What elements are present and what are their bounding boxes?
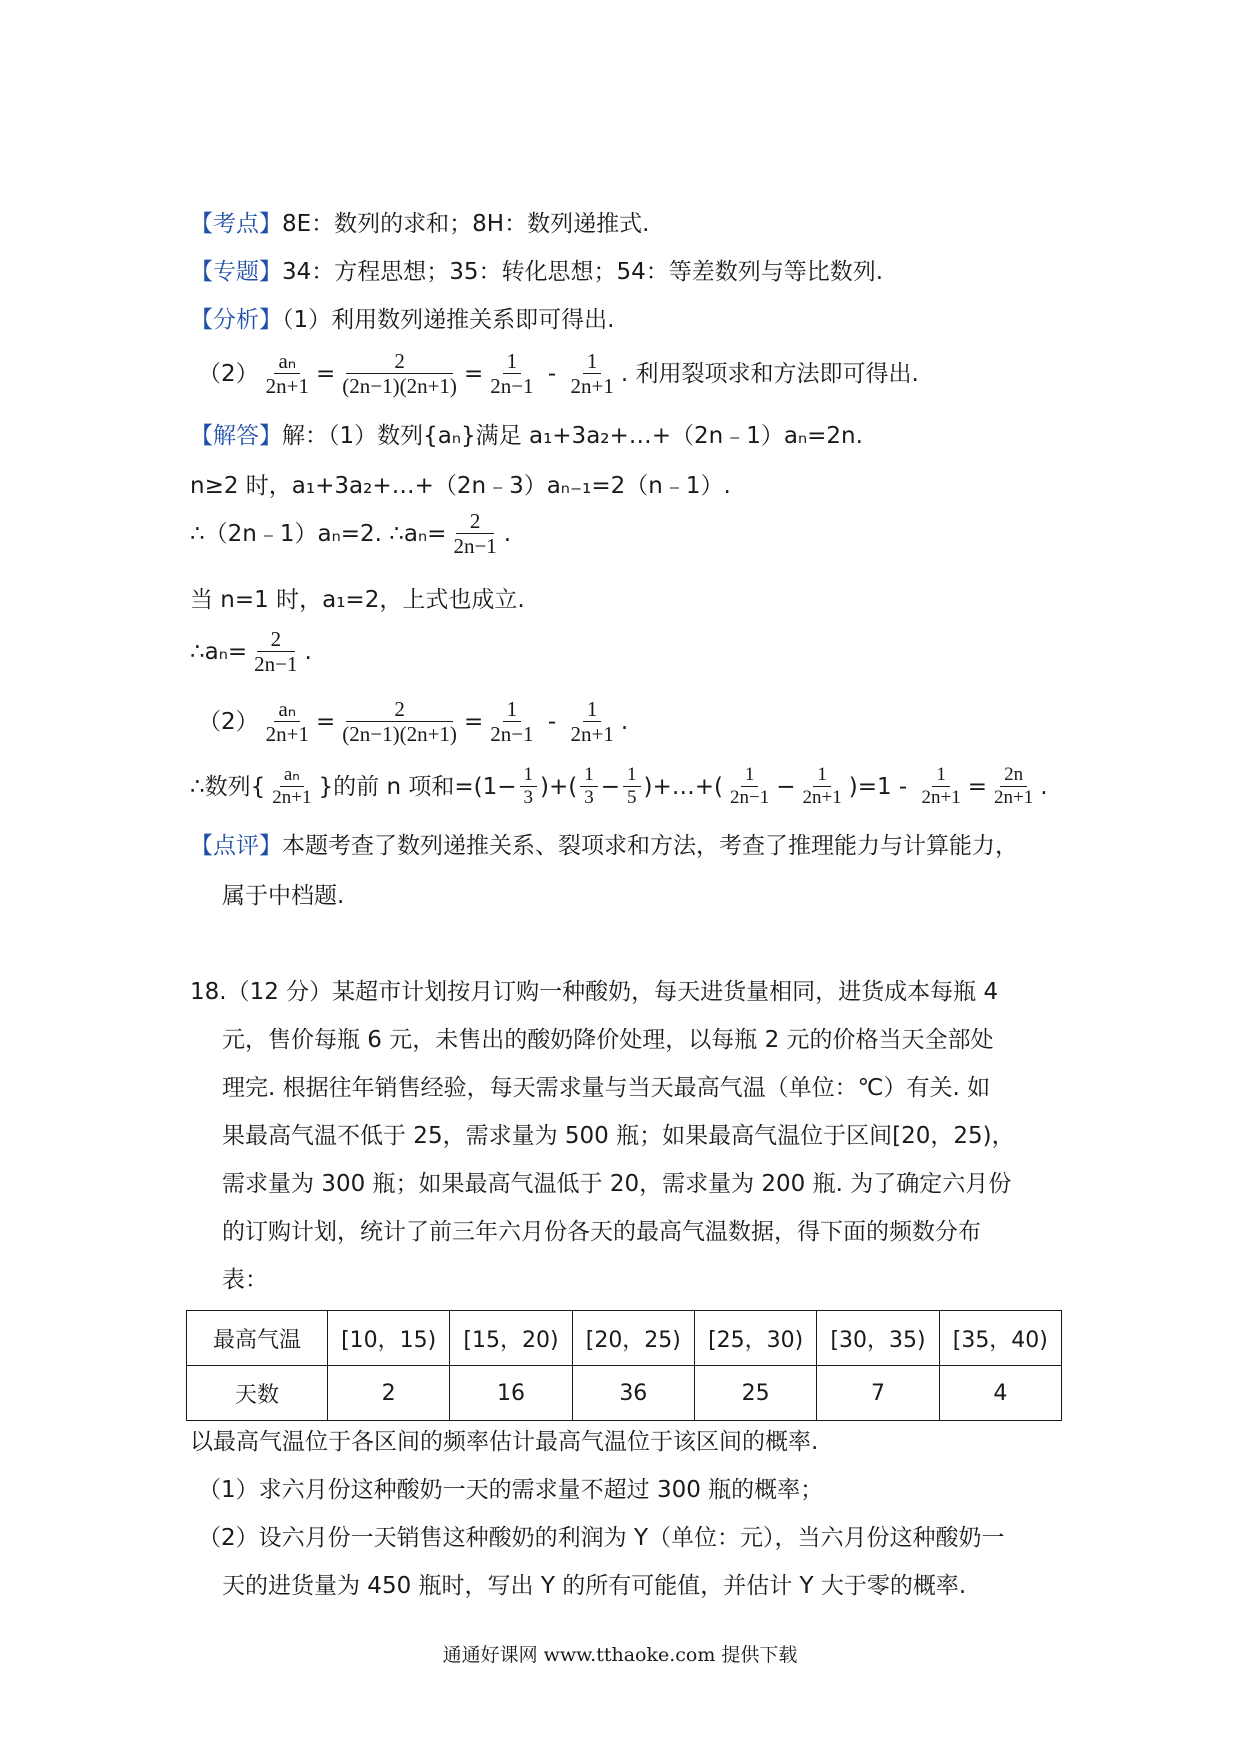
line-so1-text: ∴（2n﹣1）aₙ=2. ∴aₙ= xyxy=(190,520,447,547)
zhuanti-line xyxy=(190,256,883,288)
zhuanti-tag: 【专题】 xyxy=(190,259,282,285)
fenxi-text: （1）利用数列递推关系即可得出. xyxy=(282,307,615,333)
line-n2: n≥2 时，a₁+3a₂+…+（2n﹣3）aₙ₋₁=2（n﹣1）. xyxy=(190,473,731,499)
jieda-text: 解：（1）数列{aₙ}满足 a₁+3a₂+…+（2n﹣1）aₙ=2n. xyxy=(282,423,863,449)
formula-prefix: （2） xyxy=(198,360,259,387)
q18-line-2: 元，售价每瓶 6 元，未售出的酸奶降价处理，以每瓶 2 元的价格当天全部处 xyxy=(222,1027,994,1053)
line-so1: ∴（2n﹣1）aₙ=2. ∴aₙ= $\frac{2}{2n-1}$ . xyxy=(190,509,512,558)
kaodian-text: 8E：数列的求和；8H：数列递推式. xyxy=(282,211,650,237)
equals-sign: = xyxy=(463,360,484,387)
zhuanti-text: 34：方程思想；35：转化思想；54：等差数列与等比数列. xyxy=(282,259,884,285)
kaodian-line xyxy=(190,208,649,240)
fraction: $\frac{1}{2n-1}$ xyxy=(490,697,534,746)
q18-line-6: 的订购计划，统计了前三年六月份各天的最高气温数据，得下面的频数分布 xyxy=(222,1219,981,1245)
question-1: （1）求六月份这种酸奶一天的需求量不超过 300 瓶的概率； xyxy=(198,1477,824,1503)
dianping-line xyxy=(190,830,1018,862)
table-row xyxy=(187,1366,1062,1421)
q18-line-5: 需求量为 300 瓶；如果最高气温低于 20，需求量为 200 瓶. 为了确定六月份 xyxy=(222,1171,1012,1197)
equals-sign: = xyxy=(315,360,336,387)
fraction: $\frac{\text{aₙ}}{2n+1}$ xyxy=(265,697,309,746)
question-2-line-2: 天的进货量为 450 瓶时，写出 Y 的所有可能值，并估计 Y 大于零的概率. xyxy=(222,1573,967,1599)
table-cell: [10，15) xyxy=(328,1311,450,1366)
kaodian-tag: 【考点】 xyxy=(190,211,282,237)
fraction: $\frac{1}{2n+1}$ xyxy=(570,349,614,398)
fraction: $\frac{2}{(2n-1)(2n+1)}$ xyxy=(342,697,457,746)
table-header-cell: 最高气温 xyxy=(187,1311,328,1366)
fraction: $\frac{1}{2n+1}$ xyxy=(570,697,614,746)
q18-line-7: 表： xyxy=(222,1267,268,1293)
fenxi-tag: 【分析】 xyxy=(190,307,282,333)
part2-formula: （2） $\frac{\text{aₙ}}{2n+1}$ = $\frac{2}{(2n-1)(2n+1)}$ = $\frac{1}{2n-1}$ - $\frac{1}{2n+1}$ . xyxy=(198,697,629,746)
table-cell: 36 xyxy=(572,1366,694,1421)
fenxi-line xyxy=(190,304,614,336)
q18-line-1: 18.（12 分）某超市计划按月订购一种酸奶，每天进货量相同，进货成本每瓶 4 xyxy=(190,979,999,1005)
q18-line-3: 理完. 根据往年销售经验，每天需求量与当天最高气温（单位：℃）有关. 如 xyxy=(222,1075,991,1101)
sum-line: ∴数列{ $\frac{\text{aₙ}}{2n+1}$ }的前 n 项和= (1− $\frac{1}{3}$ )+( $\frac{1}{3}$ − $\frac{1}{5}$ )+…+( $\frac{1}{2n-1}$ − $\frac{1}{2n+1}$ )=1 - $\frac{1}{2n+1}$ = $\frac{2n}{2n+1}$ . xyxy=(190,764,1048,808)
table-cell: 16 xyxy=(450,1366,572,1421)
fenxi-formula xyxy=(198,350,919,397)
table-cell: 4 xyxy=(939,1366,1061,1421)
fraction: $\frac{1}{2n+1}$ xyxy=(921,764,961,808)
fraction: $\frac{1}{2n-1}$ xyxy=(730,764,770,808)
fraction: $\frac{1}{3}$ xyxy=(580,765,598,808)
table-row xyxy=(187,1311,1062,1366)
table-cell: [35，40) xyxy=(939,1311,1061,1366)
line-so2-text: ∴aₙ= xyxy=(190,638,248,665)
footer-source: 通通好课网 www.tthaoke.com 提供下载 xyxy=(442,1644,798,1666)
frequency-table xyxy=(186,1310,1062,1421)
fraction: $\frac{2n}{2n+1}$ xyxy=(994,764,1034,808)
fraction: $\frac{\text{aₙ}}{2n+1}$ xyxy=(265,349,309,398)
table-cell: 2 xyxy=(328,1366,450,1421)
table-cell: 7 xyxy=(817,1366,939,1421)
dianping-tag: 【点评】 xyxy=(190,833,282,859)
formula-suffix: . 利用裂项求和方法即可得出. xyxy=(620,360,919,387)
fraction: $\frac{\text{aₙ}}{2n+1}$ xyxy=(272,764,312,808)
dianping-text: 本题考查了数列递推关系、裂项求和方法，考查了推理能力与计算能力， xyxy=(282,833,1018,859)
line-so2: ∴aₙ= $\frac{2}{2n-1}$ . xyxy=(190,627,312,676)
jieda-tag: 【解答】 xyxy=(190,423,282,449)
line-n1: 当 n=1 时，a₁=2，上式也成立. xyxy=(190,587,525,613)
fraction: $\frac{2}{2n-1}$ xyxy=(453,509,497,558)
q18-line-4: 果最高气温不低于 25，需求量为 500 瓶；如果最高气温位于区间[20，25)， xyxy=(222,1123,1015,1149)
table-cell: [15，20) xyxy=(450,1311,572,1366)
fraction: $\frac{1}{3}$ xyxy=(520,765,538,808)
fraction: $\frac{2}{2n-1}$ xyxy=(254,627,298,676)
fraction: $\frac{1}{2n-1}$ xyxy=(490,349,534,398)
table-cell: 25 xyxy=(694,1366,816,1421)
fraction: $\frac{1}{2n+1}$ xyxy=(802,764,842,808)
table-cell: [30，35) xyxy=(817,1311,939,1366)
table-cell: [25，30) xyxy=(694,1311,816,1366)
jieda-line xyxy=(190,420,863,452)
fraction: $\frac{1}{5}$ xyxy=(623,765,641,808)
minus-sign: - xyxy=(540,360,564,387)
dianping-text-2: 属于中档题. xyxy=(222,883,345,909)
table-cell: [20，25) xyxy=(572,1311,694,1366)
table-header-cell: 天数 xyxy=(187,1366,328,1421)
after-table-line: 以最高气温位于各区间的频率估计最高气温位于该区间的概率. xyxy=(190,1429,819,1455)
fraction: $\frac{2}{(2n-1)(2n+1)}$ xyxy=(342,349,457,398)
question-2-line-1: （2）设六月份一天销售这种酸奶的利润为 Y（单位：元），当六月份这种酸奶一 xyxy=(198,1525,1005,1551)
